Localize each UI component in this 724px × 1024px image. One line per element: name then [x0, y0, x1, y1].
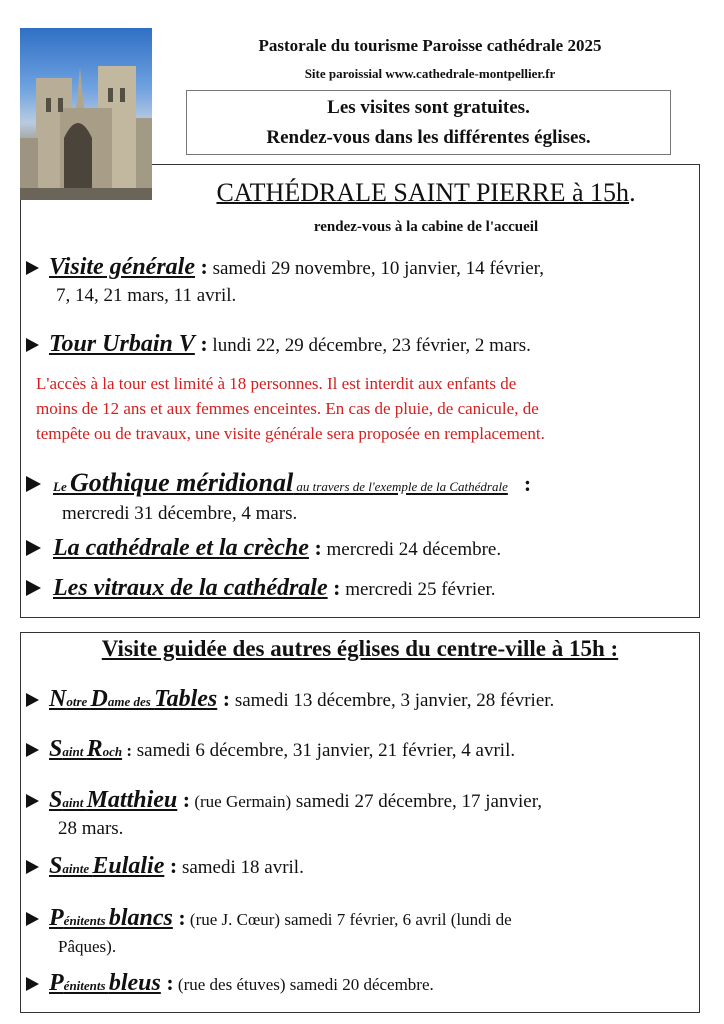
list-item-saint-roch	[26, 736, 515, 763]
item-sep: :	[195, 254, 208, 279]
triangle-bullet-icon	[26, 476, 41, 492]
notice-line1: Les visites sont gratuites.	[327, 97, 530, 118]
list-item-saint-matthieu	[26, 787, 542, 814]
list-item-vitraux	[26, 575, 496, 602]
list-item-tour-urbain	[26, 331, 531, 358]
triangle-bullet-icon	[26, 540, 41, 556]
triangle-bullet-icon	[26, 860, 39, 874]
item-street: (rue Germain)	[190, 792, 292, 811]
cathedral-title	[152, 178, 700, 208]
notice-line2: Rendez-vous dans les différentes églises.	[266, 127, 591, 148]
header-title: Pastorale du tourisme Paroisse cathédrale 2025	[258, 36, 602, 55]
item-dates: samedi 27 décembre, 17 janvier,	[291, 791, 543, 812]
title-part: D	[90, 686, 108, 712]
list-item-sainte-eulalie	[26, 853, 304, 880]
item-sep: :	[164, 853, 178, 878]
triangle-bullet-icon	[26, 261, 39, 275]
item-title-post: au travers de l'exemple de la Cathédrale	[293, 479, 508, 494]
item-title-pre: Le	[53, 479, 70, 494]
item-dates-cont: 7, 14, 21 mars, 11 avril.	[56, 285, 237, 306]
cathedral-title-end: .	[629, 178, 636, 207]
notice-box	[186, 90, 671, 155]
list-item-visite-generale	[26, 254, 544, 281]
warning-line: L'accès à la tour est limité à 18 personnes. Il est interdit aux enfants de	[36, 374, 517, 393]
item-dates: samedi 29 novembre, 10 janvier, 14 février,	[207, 258, 544, 279]
tour-warning	[36, 371, 696, 446]
title-part: Eulalie	[92, 853, 165, 879]
list-item-notre-dame	[26, 686, 554, 713]
triangle-bullet-icon	[26, 977, 39, 991]
item-dates: samedi 6 décembre, 31 janvier, 21 février, 4 avril.	[132, 740, 516, 761]
title-part: och	[102, 744, 123, 759]
item-sep: :	[327, 575, 341, 600]
title-part: otre	[66, 694, 91, 709]
list-item-penitents-bleus	[26, 970, 434, 997]
item-sep: :	[122, 741, 133, 760]
title-part: Matthieu	[86, 787, 178, 813]
triangle-bullet-icon	[26, 580, 41, 596]
item-dates: samedi 20 décembre.	[285, 975, 434, 994]
item-dates-cont: mercredi 31 décembre, 4 mars.	[62, 503, 298, 524]
cathedral-subtitle: rendez-vous à la cabine de l'accueil	[313, 219, 539, 235]
item-dates: samedi 18 avril.	[177, 857, 304, 878]
item-sep: :	[160, 970, 174, 995]
title-part: S	[49, 853, 63, 879]
title-part: P	[49, 970, 64, 996]
title-part: aint	[62, 795, 87, 810]
list-item-gothique	[26, 468, 531, 498]
item-sep: :	[308, 535, 322, 560]
item-dates: mercredi 24 décembre.	[321, 539, 502, 560]
title-part: blancs	[108, 905, 173, 931]
item-street: (rue des étuves)	[173, 975, 286, 994]
item-sep: :	[194, 331, 208, 356]
list-item-penitents-blancs	[26, 905, 512, 932]
item-sep: :	[523, 471, 532, 496]
triangle-bullet-icon	[26, 912, 39, 926]
title-part: énitents	[63, 913, 109, 928]
item-title: Visite générale	[49, 254, 195, 280]
item-title: La cathédrale et la crèche	[53, 535, 309, 561]
item-title: Tour Urbain V	[49, 331, 195, 357]
title-part: ainte	[62, 861, 93, 876]
triangle-bullet-icon	[26, 794, 39, 808]
title-part: R	[86, 736, 103, 762]
title-part: aint	[62, 744, 87, 759]
item-dates-cont: 28 mars.	[58, 818, 124, 839]
triangle-bullet-icon	[26, 338, 39, 352]
item-title: Gothique méridional	[69, 468, 294, 497]
item-dates: lundi 22, 29 décembre, 23 février, 2 mars.	[207, 335, 531, 356]
item-title: Les vitraux de la cathédrale	[53, 575, 328, 601]
cathedral-photo	[20, 28, 152, 200]
item-street: (rue J. Cœur)	[185, 910, 281, 929]
warning-line: tempête ou de travaux, une visite générale sera proposée en remplacement.	[36, 424, 545, 443]
cathedral-title-text: CATHÉDRALE SAINT PIERRE à 15h	[216, 178, 630, 207]
item-sep: :	[172, 905, 186, 930]
item-dates: samedi 13 décembre, 3 janvier, 28 février.	[230, 690, 555, 711]
item-sep: :	[177, 787, 191, 812]
title-part: S	[49, 787, 63, 813]
list-item-creche	[26, 535, 501, 562]
title-part: S	[49, 736, 63, 762]
item-dates: mercredi 25 février.	[340, 579, 496, 600]
title-part: P	[49, 905, 64, 931]
triangle-bullet-icon	[26, 743, 39, 757]
title-part: N	[49, 686, 67, 712]
item-dates-cont: Pâques).	[58, 937, 117, 956]
churches-title: Visite guidée des autres églises du centre-ville à 15h :	[101, 636, 619, 661]
item-sep: :	[217, 686, 231, 711]
title-part: Tables	[154, 686, 218, 712]
triangle-bullet-icon	[26, 693, 39, 707]
header-site: Site paroissial www.cathedrale-montpellier.fr	[304, 66, 556, 81]
item-dates: samedi 7 février, 6 avril (lundi de	[280, 910, 512, 929]
warning-line: moins de 12 ans et aux femmes enceintes. En cas de pluie, de canicule, de	[36, 399, 539, 418]
title-part: bleus	[108, 970, 161, 996]
title-part: ame des	[107, 694, 155, 709]
title-part: énitents	[63, 978, 109, 993]
